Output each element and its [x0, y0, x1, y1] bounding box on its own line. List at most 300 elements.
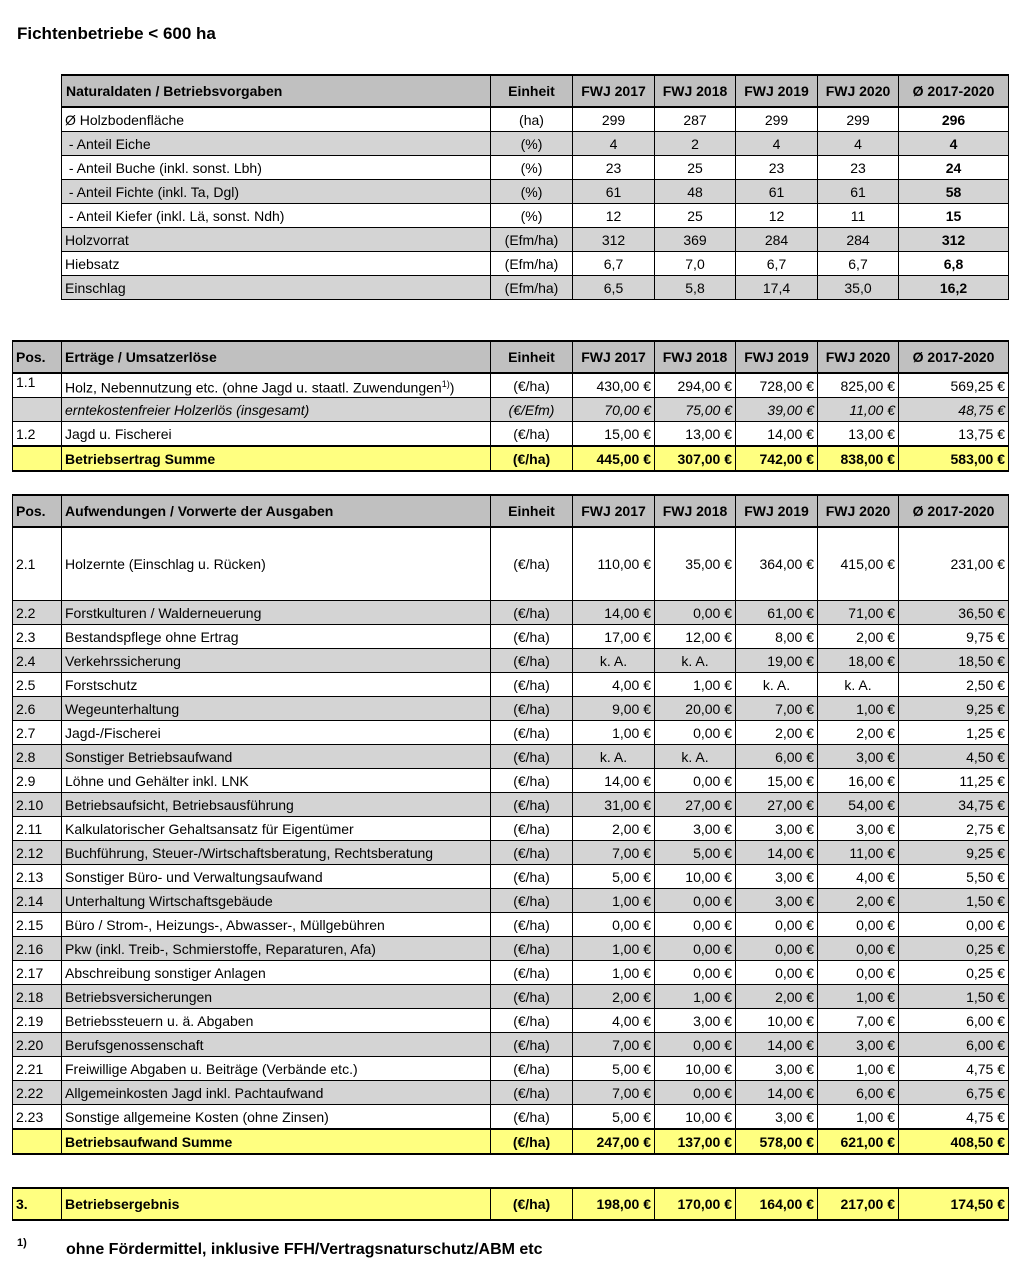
- table-row: [13, 745, 1009, 769]
- value-cell: k. A.: [573, 649, 655, 673]
- footnote-mark: 1): [17, 1237, 27, 1249]
- value-cell: 19,00 €: [736, 649, 818, 673]
- average-cell: 0,00 €: [899, 913, 1009, 937]
- position-cell: 2.8: [13, 745, 62, 769]
- table-header-row: [13, 495, 1009, 527]
- value-cell: 17,4: [736, 276, 818, 300]
- value-cell: 2,00 €: [736, 985, 818, 1009]
- value-cell: 35,0: [818, 276, 899, 300]
- value-cell: 3,00 €: [736, 1057, 818, 1081]
- average-cell: 2,50 €: [899, 673, 1009, 697]
- value-cell: 0,00 €: [818, 961, 899, 985]
- unit-cell: (€/ha): [491, 1129, 573, 1154]
- row-label: Forstschutz: [62, 673, 491, 697]
- row-label: [62, 373, 491, 398]
- average-cell: 6,00 €: [899, 1009, 1009, 1033]
- value-cell: 25: [655, 156, 736, 180]
- value-cell: 284: [818, 228, 899, 252]
- header-cell: Pos.: [13, 495, 62, 527]
- value-cell: 4: [736, 132, 818, 156]
- value-cell: 10,00 €: [655, 1057, 736, 1081]
- sum-row: [13, 1129, 1009, 1154]
- value-cell: 10,00 €: [736, 1009, 818, 1033]
- row-label: Jagd-/Fischerei: [62, 721, 491, 745]
- header-cell: Ø 2017-2020: [899, 341, 1009, 373]
- value-cell: 4,00 €: [818, 865, 899, 889]
- average-cell: 231,00 €: [899, 527, 1009, 601]
- footnote-reference: 1): [441, 378, 450, 389]
- average-cell: 58: [899, 180, 1009, 204]
- value-cell: 299: [818, 107, 899, 132]
- position-cell: 2.22: [13, 1081, 62, 1105]
- row-label: Bestandspflege ohne Ertrag: [62, 625, 491, 649]
- average-cell: 0,25 €: [899, 937, 1009, 961]
- sum-value-cell: 578,00 €: [736, 1129, 818, 1154]
- row-label: Verkehrssicherung: [62, 649, 491, 673]
- value-cell: 5,8: [655, 276, 736, 300]
- value-cell: 17,00 €: [573, 625, 655, 649]
- value-cell: 6,00 €: [736, 745, 818, 769]
- table-row: [13, 937, 1009, 961]
- position-cell: 2.3: [13, 625, 62, 649]
- unit-cell: (€/ha): [491, 601, 573, 625]
- position-cell: 2.9: [13, 769, 62, 793]
- header-cell: Einheit: [491, 341, 573, 373]
- average-cell: 6,8: [899, 252, 1009, 276]
- table-row: [13, 865, 1009, 889]
- table-row: [13, 1009, 1009, 1033]
- value-cell: 3,00 €: [736, 1105, 818, 1130]
- value-cell: 4: [818, 132, 899, 156]
- value-cell: 3,00 €: [655, 1009, 736, 1033]
- value-cell: 5,00 €: [573, 865, 655, 889]
- unit-cell: (€/ha): [491, 1105, 573, 1130]
- sum-value-cell: 742,00 €: [736, 446, 818, 471]
- row-label: Wegeunterhaltung: [62, 697, 491, 721]
- sum-value-cell: 247,00 €: [573, 1129, 655, 1154]
- value-cell: 5,00 €: [573, 1057, 655, 1081]
- sum-value-cell: 137,00 €: [655, 1129, 736, 1154]
- unit-cell: (€/ha): [491, 721, 573, 745]
- sum-value-cell: 621,00 €: [818, 1129, 899, 1154]
- value-cell: 27,00 €: [736, 793, 818, 817]
- value-cell: 13,00 €: [655, 422, 736, 447]
- value-cell: k. A.: [655, 745, 736, 769]
- row-label: Sonstiger Betriebsaufwand: [62, 745, 491, 769]
- value-cell: 0,00 €: [655, 1033, 736, 1057]
- position-cell: 3.: [13, 1188, 62, 1220]
- unit-cell: (€/ha): [491, 673, 573, 697]
- table-row: [62, 276, 1009, 300]
- row-label-text: Holz, Nebennutzung etc. (ohne Jagd u. staatl. Zuwendungen: [65, 379, 442, 396]
- revenue-table: [12, 340, 1009, 472]
- value-cell: 3,00 €: [736, 889, 818, 913]
- header-cell: FWJ 2017: [573, 341, 655, 373]
- table-row: [13, 422, 1009, 447]
- table-row: [62, 204, 1009, 228]
- row-label: Jagd u. Fischerei: [62, 422, 491, 447]
- row-label: Sonstige allgemeine Kosten (ohne Zinsen): [62, 1105, 491, 1130]
- value-cell: 12: [573, 204, 655, 228]
- position-cell: 1.1: [13, 373, 62, 398]
- value-cell: 110,00 €: [573, 527, 655, 601]
- row-label: - Anteil Fichte (inkl. Ta, Dgl): [62, 180, 491, 204]
- header-cell: Ø 2017-2020: [899, 495, 1009, 527]
- table-row: [13, 841, 1009, 865]
- average-cell: 4,50 €: [899, 745, 1009, 769]
- value-cell: 0,00 €: [736, 937, 818, 961]
- value-cell: 1,00 €: [573, 721, 655, 745]
- position-cell: 2.23: [13, 1105, 62, 1130]
- position-cell: 2.16: [13, 937, 62, 961]
- row-label: Löhne und Gehälter inkl. LNK: [62, 769, 491, 793]
- value-cell: 3,00 €: [736, 817, 818, 841]
- unit-cell: (€/Efm): [491, 398, 573, 422]
- average-cell: 6,00 €: [899, 1033, 1009, 1057]
- row-label: - Anteil Eiche: [62, 132, 491, 156]
- unit-cell: (Efm/ha): [491, 228, 573, 252]
- value-cell: 10,00 €: [655, 865, 736, 889]
- result-value-cell: 217,00 €: [818, 1188, 899, 1220]
- header-cell: FWJ 2020: [818, 341, 899, 373]
- unit-cell: (€/ha): [491, 1057, 573, 1081]
- row-label: Unterhaltung Wirtschaftsgebäude: [62, 889, 491, 913]
- table-row: [62, 132, 1009, 156]
- value-cell: 0,00 €: [655, 769, 736, 793]
- unit-cell: (€/ha): [491, 889, 573, 913]
- value-cell: 2,00 €: [736, 721, 818, 745]
- table-row: [13, 1057, 1009, 1081]
- unit-cell: (€/ha): [491, 1033, 573, 1057]
- value-cell: 0,00 €: [655, 721, 736, 745]
- value-cell: 6,5: [573, 276, 655, 300]
- value-cell: 3,00 €: [818, 745, 899, 769]
- value-cell: 0,00 €: [573, 913, 655, 937]
- value-cell: 31,00 €: [573, 793, 655, 817]
- value-cell: 5,00 €: [655, 841, 736, 865]
- sum-value-cell: 445,00 €: [573, 446, 655, 471]
- position-cell: [13, 446, 62, 471]
- average-cell: 4: [899, 132, 1009, 156]
- value-cell: 71,00 €: [818, 601, 899, 625]
- table-row: [13, 985, 1009, 1009]
- header-cell: FWJ 2020: [818, 495, 899, 527]
- result-value-cell: 174,50 €: [899, 1188, 1009, 1220]
- value-cell: 7,00 €: [573, 841, 655, 865]
- average-cell: 569,25 €: [899, 373, 1009, 398]
- average-cell: 1,25 €: [899, 721, 1009, 745]
- unit-cell: (€/ha): [491, 1081, 573, 1105]
- table-row: [62, 252, 1009, 276]
- unit-cell: (ha): [491, 107, 573, 132]
- value-cell: 3,00 €: [736, 865, 818, 889]
- value-cell: 0,00 €: [655, 961, 736, 985]
- position-cell: 2.21: [13, 1057, 62, 1081]
- row-label: Forstkulturen / Walderneuerung: [62, 601, 491, 625]
- result-table: [12, 1187, 1009, 1221]
- unit-cell: (€/ha): [491, 745, 573, 769]
- value-cell: 0,00 €: [818, 937, 899, 961]
- position-cell: 2.17: [13, 961, 62, 985]
- value-cell: k. A.: [736, 673, 818, 697]
- average-cell: 1,50 €: [899, 889, 1009, 913]
- row-label: Betriebsversicherungen: [62, 985, 491, 1009]
- value-cell: 1,00 €: [573, 961, 655, 985]
- header-cell: FWJ 2017: [573, 495, 655, 527]
- unit-cell: (€/ha): [491, 625, 573, 649]
- table-header-row: [13, 341, 1009, 373]
- position-cell: 2.18: [13, 985, 62, 1009]
- value-cell: k. A.: [818, 673, 899, 697]
- unit-cell: (€/ha): [491, 422, 573, 447]
- table-row: [13, 793, 1009, 817]
- unit-cell: (€/ha): [491, 817, 573, 841]
- average-cell: 13,75 €: [899, 422, 1009, 447]
- position-cell: [13, 398, 62, 422]
- unit-cell: (€/ha): [491, 769, 573, 793]
- value-cell: 0,00 €: [818, 913, 899, 937]
- value-cell: 75,00 €: [655, 398, 736, 422]
- table-row: [13, 697, 1009, 721]
- value-cell: 2,00 €: [818, 889, 899, 913]
- average-cell: 9,25 €: [899, 697, 1009, 721]
- value-cell: 7,00 €: [736, 697, 818, 721]
- value-cell: 364,00 €: [736, 527, 818, 601]
- value-cell: 15,00 €: [573, 422, 655, 447]
- table-row: [13, 817, 1009, 841]
- value-cell: 54,00 €: [818, 793, 899, 817]
- unit-cell: (%): [491, 180, 573, 204]
- value-cell: 23: [818, 156, 899, 180]
- table-row: [13, 373, 1009, 398]
- value-cell: 13,00 €: [818, 422, 899, 447]
- value-cell: 7,0: [655, 252, 736, 276]
- value-cell: 2: [655, 132, 736, 156]
- position-cell: 2.14: [13, 889, 62, 913]
- average-cell: 11,25 €: [899, 769, 1009, 793]
- position-cell: 1.2: [13, 422, 62, 447]
- value-cell: 1,00 €: [818, 1105, 899, 1130]
- value-cell: 25: [655, 204, 736, 228]
- position-cell: [13, 1129, 62, 1154]
- value-cell: 7,00 €: [818, 1009, 899, 1033]
- value-cell: 0,00 €: [655, 601, 736, 625]
- value-cell: 0,00 €: [655, 913, 736, 937]
- table-row: [13, 721, 1009, 745]
- value-cell: 299: [736, 107, 818, 132]
- value-cell: 294,00 €: [655, 373, 736, 398]
- position-cell: 2.5: [13, 673, 62, 697]
- value-cell: 430,00 €: [573, 373, 655, 398]
- table-row: [13, 1033, 1009, 1057]
- value-cell: 825,00 €: [818, 373, 899, 398]
- value-cell: 1,00 €: [818, 985, 899, 1009]
- unit-cell: (€/ha): [491, 373, 573, 398]
- value-cell: 61: [573, 180, 655, 204]
- unit-cell: (€/ha): [491, 913, 573, 937]
- header-cell: FWJ 2019: [736, 495, 818, 527]
- average-cell: 312: [899, 228, 1009, 252]
- header-cell: FWJ 2020: [818, 75, 899, 107]
- table-header-row: [62, 75, 1009, 107]
- result-value-cell: 198,00 €: [573, 1188, 655, 1220]
- average-cell: 36,50 €: [899, 601, 1009, 625]
- value-cell: 14,00 €: [736, 1081, 818, 1105]
- result-row: [13, 1188, 1009, 1220]
- value-cell: 5,00 €: [573, 1105, 655, 1130]
- average-cell: 4,75 €: [899, 1105, 1009, 1130]
- value-cell: 61: [736, 180, 818, 204]
- value-cell: 287: [655, 107, 736, 132]
- header-cell: Ø 2017-2020: [899, 75, 1009, 107]
- row-label: erntekostenfreier Holzerlös (insgesamt): [62, 398, 491, 422]
- average-cell: 18,50 €: [899, 649, 1009, 673]
- value-cell: 27,00 €: [655, 793, 736, 817]
- row-label: Holzvorrat: [62, 228, 491, 252]
- table-row: [13, 398, 1009, 422]
- unit-cell: (€/ha): [491, 1188, 573, 1220]
- row-label: Ø Holzbodenfläche: [62, 107, 491, 132]
- row-label: Betriebsaufsicht, Betriebsausführung: [62, 793, 491, 817]
- unit-cell: (€/ha): [491, 697, 573, 721]
- table-row: [62, 107, 1009, 132]
- unit-cell: (%): [491, 204, 573, 228]
- value-cell: 18,00 €: [818, 649, 899, 673]
- row-label: Abschreibung sonstiger Anlagen: [62, 961, 491, 985]
- result-label: Betriebsergebnis: [62, 1188, 491, 1220]
- value-cell: 3,00 €: [655, 817, 736, 841]
- footnote-text: ohne Fördermittel, inklusive FFH/Vertragsnaturschutz/ABM etc: [66, 1241, 543, 1258]
- value-cell: 6,7: [736, 252, 818, 276]
- average-cell: 24: [899, 156, 1009, 180]
- value-cell: 6,00 €: [818, 1081, 899, 1105]
- value-cell: 61: [818, 180, 899, 204]
- value-cell: 12: [736, 204, 818, 228]
- header-cell: FWJ 2018: [655, 341, 736, 373]
- value-cell: 728,00 €: [736, 373, 818, 398]
- value-cell: 6,7: [573, 252, 655, 276]
- header-cell: FWJ 2018: [655, 75, 736, 107]
- header-cell: FWJ 2017: [573, 75, 655, 107]
- value-cell: 1,00 €: [818, 1057, 899, 1081]
- value-cell: 11,00 €: [818, 841, 899, 865]
- row-label: Berufsgenossenschaft: [62, 1033, 491, 1057]
- value-cell: 39,00 €: [736, 398, 818, 422]
- value-cell: 11,00 €: [818, 398, 899, 422]
- value-cell: 1,00 €: [655, 673, 736, 697]
- header-cell: FWJ 2018: [655, 495, 736, 527]
- value-cell: 4: [573, 132, 655, 156]
- unit-cell: (€/ha): [491, 937, 573, 961]
- table-row: [13, 1081, 1009, 1105]
- table-row: [13, 601, 1009, 625]
- position-cell: 2.19: [13, 1009, 62, 1033]
- header-cell: FWJ 2019: [736, 75, 818, 107]
- sum-label: Betriebsaufwand Summe: [62, 1129, 491, 1154]
- position-cell: 2.20: [13, 1033, 62, 1057]
- row-label: Betriebssteuern u. ä. Abgaben: [62, 1009, 491, 1033]
- average-cell: 16,2: [899, 276, 1009, 300]
- sum-value-cell: 408,50 €: [899, 1129, 1009, 1154]
- value-cell: 0,00 €: [655, 937, 736, 961]
- value-cell: 284: [736, 228, 818, 252]
- row-label: Pkw (inkl. Treib-, Schmierstoffe, Reparaturen, Afa): [62, 937, 491, 961]
- result-value-cell: 164,00 €: [736, 1188, 818, 1220]
- unit-cell: (€/ha): [491, 841, 573, 865]
- average-cell: 48,75 €: [899, 398, 1009, 422]
- unit-cell: (€/ha): [491, 961, 573, 985]
- row-label: Büro / Strom-, Heizungs-, Abwasser-, Müllgebühren: [62, 913, 491, 937]
- value-cell: 70,00 €: [573, 398, 655, 422]
- unit-cell: (€/ha): [491, 865, 573, 889]
- row-label: Einschlag: [62, 276, 491, 300]
- table-row: [13, 1105, 1009, 1130]
- average-cell: 9,25 €: [899, 841, 1009, 865]
- row-label: Sonstiger Büro- und Verwaltungsaufwand: [62, 865, 491, 889]
- result-value-cell: 170,00 €: [655, 1188, 736, 1220]
- value-cell: 15,00 €: [736, 769, 818, 793]
- value-cell: 2,00 €: [573, 817, 655, 841]
- value-cell: 2,00 €: [818, 721, 899, 745]
- unit-cell: (€/ha): [491, 985, 573, 1009]
- value-cell: 312: [573, 228, 655, 252]
- value-cell: 369: [655, 228, 736, 252]
- value-cell: 0,00 €: [655, 1081, 736, 1105]
- header-cell: Aufwendungen / Vorwerte der Ausgaben: [62, 495, 491, 527]
- value-cell: 10,00 €: [655, 1105, 736, 1130]
- position-cell: 2.15: [13, 913, 62, 937]
- value-cell: 14,00 €: [573, 601, 655, 625]
- average-cell: 15: [899, 204, 1009, 228]
- value-cell: 2,00 €: [818, 625, 899, 649]
- sum-label: Betriebsertrag Summe: [62, 446, 491, 471]
- average-cell: 34,75 €: [899, 793, 1009, 817]
- average-cell: 296: [899, 107, 1009, 132]
- sum-value-cell: 583,00 €: [899, 446, 1009, 471]
- header-cell: Erträge / Umsatzerlöse: [62, 341, 491, 373]
- sum-row: [13, 446, 1009, 471]
- unit-cell: (Efm/ha): [491, 276, 573, 300]
- value-cell: 14,00 €: [736, 1033, 818, 1057]
- value-cell: 3,00 €: [818, 817, 899, 841]
- position-cell: 2.4: [13, 649, 62, 673]
- table-row: [13, 527, 1009, 601]
- value-cell: 1,00 €: [818, 697, 899, 721]
- closing-parenthesis: ): [449, 379, 455, 396]
- header-cell: FWJ 2019: [736, 341, 818, 373]
- table-row: [62, 228, 1009, 252]
- unit-cell: (%): [491, 156, 573, 180]
- position-cell: 2.1: [13, 527, 62, 601]
- row-label: - Anteil Buche (inkl. sonst. Lbh): [62, 156, 491, 180]
- table-row: [13, 913, 1009, 937]
- average-cell: 6,75 €: [899, 1081, 1009, 1105]
- value-cell: 0,00 €: [736, 961, 818, 985]
- position-cell: 2.7: [13, 721, 62, 745]
- value-cell: 6,7: [818, 252, 899, 276]
- table-row: [13, 673, 1009, 697]
- value-cell: 61,00 €: [736, 601, 818, 625]
- row-label: Buchführung, Steuer-/Wirtschaftsberatung, Rechtsberatung: [62, 841, 491, 865]
- value-cell: 1,00 €: [573, 937, 655, 961]
- table-row: [62, 156, 1009, 180]
- value-cell: 35,00 €: [655, 527, 736, 601]
- average-cell: 4,75 €: [899, 1057, 1009, 1081]
- average-cell: 0,25 €: [899, 961, 1009, 985]
- value-cell: 0,00 €: [736, 913, 818, 937]
- value-cell: 23: [573, 156, 655, 180]
- average-cell: 5,50 €: [899, 865, 1009, 889]
